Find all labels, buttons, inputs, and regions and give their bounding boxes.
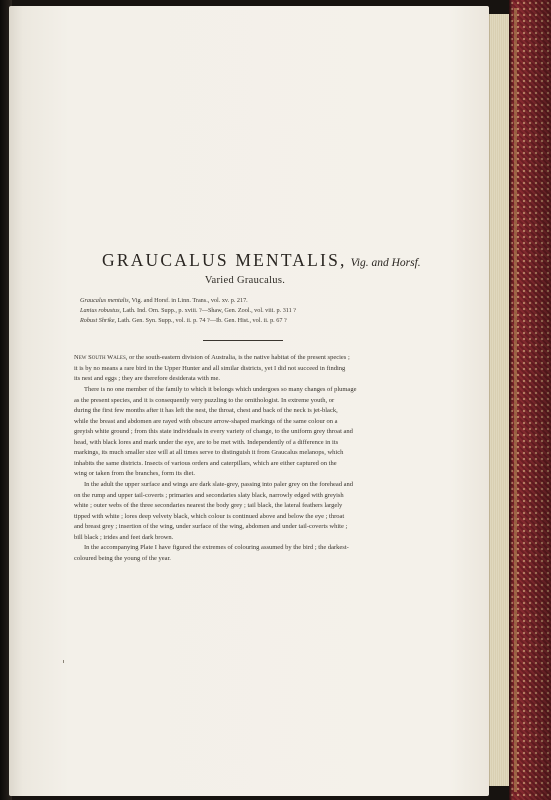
text-line: In the adult the upper surface and wings are dark slate-grey, passing into paler grey on the forehead and	[84, 481, 354, 488]
synonym-name: Robust Shrike,	[80, 317, 117, 324]
species-authority: Vig. and Horsf.	[350, 257, 421, 269]
text-line: as the present species, and it is consequently very puzzling to the ornithologist. In extreme youth, or	[74, 396, 335, 404]
page-edges	[489, 14, 510, 786]
text-line: and breast grey ; insertion of the wing, under surface of the wing, abdomen and under tail-coverts white ;	[74, 523, 348, 530]
text-line: bill black ; irides and feet dark brown.	[74, 533, 174, 541]
text-line: coloured being the young of the year.	[74, 554, 171, 562]
synonym-reference: Lath. Ind. Orn. Supp., p. xviii. ?—Shaw, Gen. Zool., vol. viii. p. 311 ?	[121, 307, 297, 314]
text-line: while the breast and abdomen are rayed with obscure arrow-shaped markings of the same colour on a	[74, 417, 338, 425]
paragraph-adult	[74, 480, 472, 543]
text-line: greyish white ground ; from this state individuals in every variety of change, to the uniform grey throat and	[74, 428, 353, 435]
paragraph-habitat	[74, 353, 472, 385]
binding-shadow	[509, 0, 513, 800]
spine-shadow	[520, 0, 551, 800]
species-name: GRAUCALUS MENTALIS,	[102, 250, 347, 270]
text-line: markings, its much smaller size will at all times serve to distinguish it from Graucalus melanops, which	[74, 449, 344, 456]
text-line: its nest and eggs ; they are therefore desiderata with me.	[74, 375, 221, 382]
paragraph-plumage	[74, 385, 472, 480]
text-line: tipped with white ; lores deep velvety black, which colour is continued above and below the eye ; throat	[74, 512, 345, 520]
text-line: it is by no means a rare bird in the Upper Hunter and all similar districts, yet I did not succeed in finding	[74, 364, 346, 372]
text-line: There is no one member of the family to which it belongs which undergoes so many changes of plumage	[84, 386, 357, 393]
page-speck	[63, 660, 64, 663]
synonym-line	[80, 317, 440, 324]
synonym-name: Graucalus mentalis,	[80, 297, 131, 304]
region-name: New South Wales,	[74, 354, 128, 361]
species-title	[102, 250, 482, 271]
synonym-reference: Vig. and Horsf. in Linn. Trans., vol. xv. p. 217.	[130, 297, 248, 304]
text-line: on the rump and upper tail-coverts ; primaries and secondaries slaty black, narrowly edged with greyish	[74, 491, 344, 499]
synonym-line	[80, 307, 440, 314]
paragraph-plate	[74, 543, 472, 564]
text-line: during the first few months after it has left the nest, the throat, chest and back of the neck is jet-black,	[74, 407, 338, 414]
text-line: New South Wales, or the south-eastern division of Australia, is the native habitat of the present species ;	[74, 354, 350, 361]
synonym-name: Lanius robustus,	[80, 307, 122, 314]
synonym-reference: Lath. Gen. Syn. Supp., vol. ii. p. 74 ?—Ib. Gen. Hist., vol. ii. p. 67 ?	[116, 317, 287, 324]
text-line: head, with black lores and mark under the eye, are to be met with. Independently of a difference in its	[74, 438, 339, 446]
text-line: wing or taken from the branches, form its diet.	[74, 470, 195, 477]
text-line: inhabits the same districts. Insects of various orders and caterpillars, which are either captured on the	[74, 459, 337, 467]
section-divider	[203, 340, 283, 341]
synonym-line	[80, 297, 440, 304]
text-line: In the accompanying Plate I have figured the extremes of colouring assumed by the bird ; the darkest-	[84, 544, 349, 551]
common-name: Varied Graucalus.	[204, 275, 286, 286]
text-line: white ; outer webs of the three secondaries nearest the body grey ; tail black, the lateral feathers largely	[74, 502, 343, 509]
gilt-edge	[514, 8, 517, 792]
